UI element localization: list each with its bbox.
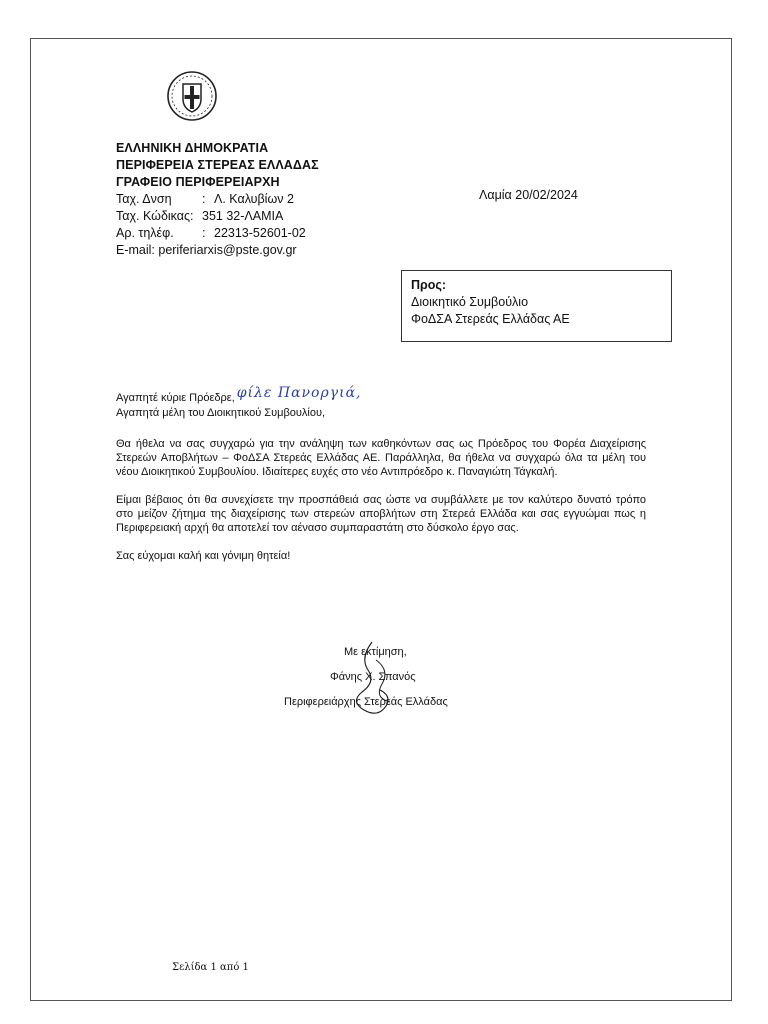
closing: Με εκτίμηση, [344,646,407,658]
greeting-line-2: Αγαπητά μέλη του Διοικητικού Συμβουλίου, [116,407,326,419]
signatory-name: Φάνης Χ. Σπανός [330,671,416,683]
recipient-box [401,270,672,342]
address-row [116,191,319,208]
recipient-line-1: Διοικητικό Συμβούλιο [411,295,529,309]
postal-label: Ταχ. Κώδικας: [116,209,194,223]
region-name: ΠΕΡΙΦΕΡΕΙΑ ΣΤΕΡΕΑΣ ΕΛΛΑΔΑΣ [116,158,319,172]
signatory-title: Περιφερειάρχης Στερεάς Ελλάδας [284,696,448,708]
handwritten-note: φίλε Πανοργιά, [236,385,362,401]
postal-row [116,208,319,225]
separator: : [202,192,206,206]
body-paragraph-3: Σας εύχομαι καλή και γόνιμη θητεία! [116,550,291,562]
phone-label: Αρ. τηλέφ. [116,226,174,240]
body-paragraph-2: Είμαι βέβαιος ότι θα συνεχίσετε την προσπάθειά σας ώστε να συμβάλλετε με τον καλύτερο δυνατό τρόπο στο μείζον ζήτημα της διαχείρισης των στερεών αποβλήτων στη Στερεά Ελλάδα και σας εγγυώμαι πως η Περιφερειακή αρχή θα αποτελεί τον αένασο συμπαραστάτη στο δύσκολο έργο σας. [116,494,646,534]
greeting [116,385,362,421]
phone-row [116,225,319,242]
greek-coat-of-arms-icon [166,70,218,122]
recipient-label: Προς: [411,278,447,292]
page-number: Σελίδα 1 από 1 [172,962,249,973]
handwritten-signature-icon [342,640,412,720]
signature-block [282,644,482,710]
recipient-line-2: ΦοΔΣΑ Στερεάς Ελλάδας ΑΕ [411,312,570,326]
office-name: ΓΡΑΦΕΙΟ ΠΕΡΙΦΕΡΕΙΑΡΧΗ [116,175,280,189]
sender-header [116,140,319,259]
phone-value: 22313-52601-02 [214,226,306,240]
greeting-president: Αγαπητέ κύριε Πρόεδρε, [116,392,235,404]
postal-value: 351 32-ΛΑΜΙΑ [202,209,284,223]
greeting-line-1 [116,385,362,406]
address-label: Ταχ. Δνση [116,192,172,206]
body-paragraph-1: Θα ήθελα να σας συγχαρώ για την ανάληψη των καθηκόντων σας ως Πρόεδρος του Φορέα Διαχείρισης Στερεών Αποβλήτων – ΦοΔΣΑ Στερεάς Ελλάδας ΑΕ. Παράλληλα, θα ήθελα να συγχαρώ όλα τα μέλη του νέου Διοικητικού Συμβουλίου. Ιδιαίτερες ευχές στο νέο Αντιπρόεδρο κ. Παναγιώτη Τάγκαλή. [116,438,646,478]
address-value: Λ. Καλυβίων 2 [214,192,294,206]
country-name: ΕΛΛΗΝΙΚΗ ΔΗΜΟΚΡΑΤΙΑ [116,141,269,155]
letter-body [116,437,646,577]
email-line: E-mail: periferiarxis@pste.gov.gr [116,243,297,257]
letter-date: Λαμία 20/02/2024 [479,188,578,202]
address-block [116,191,319,259]
separator: : [202,226,206,240]
